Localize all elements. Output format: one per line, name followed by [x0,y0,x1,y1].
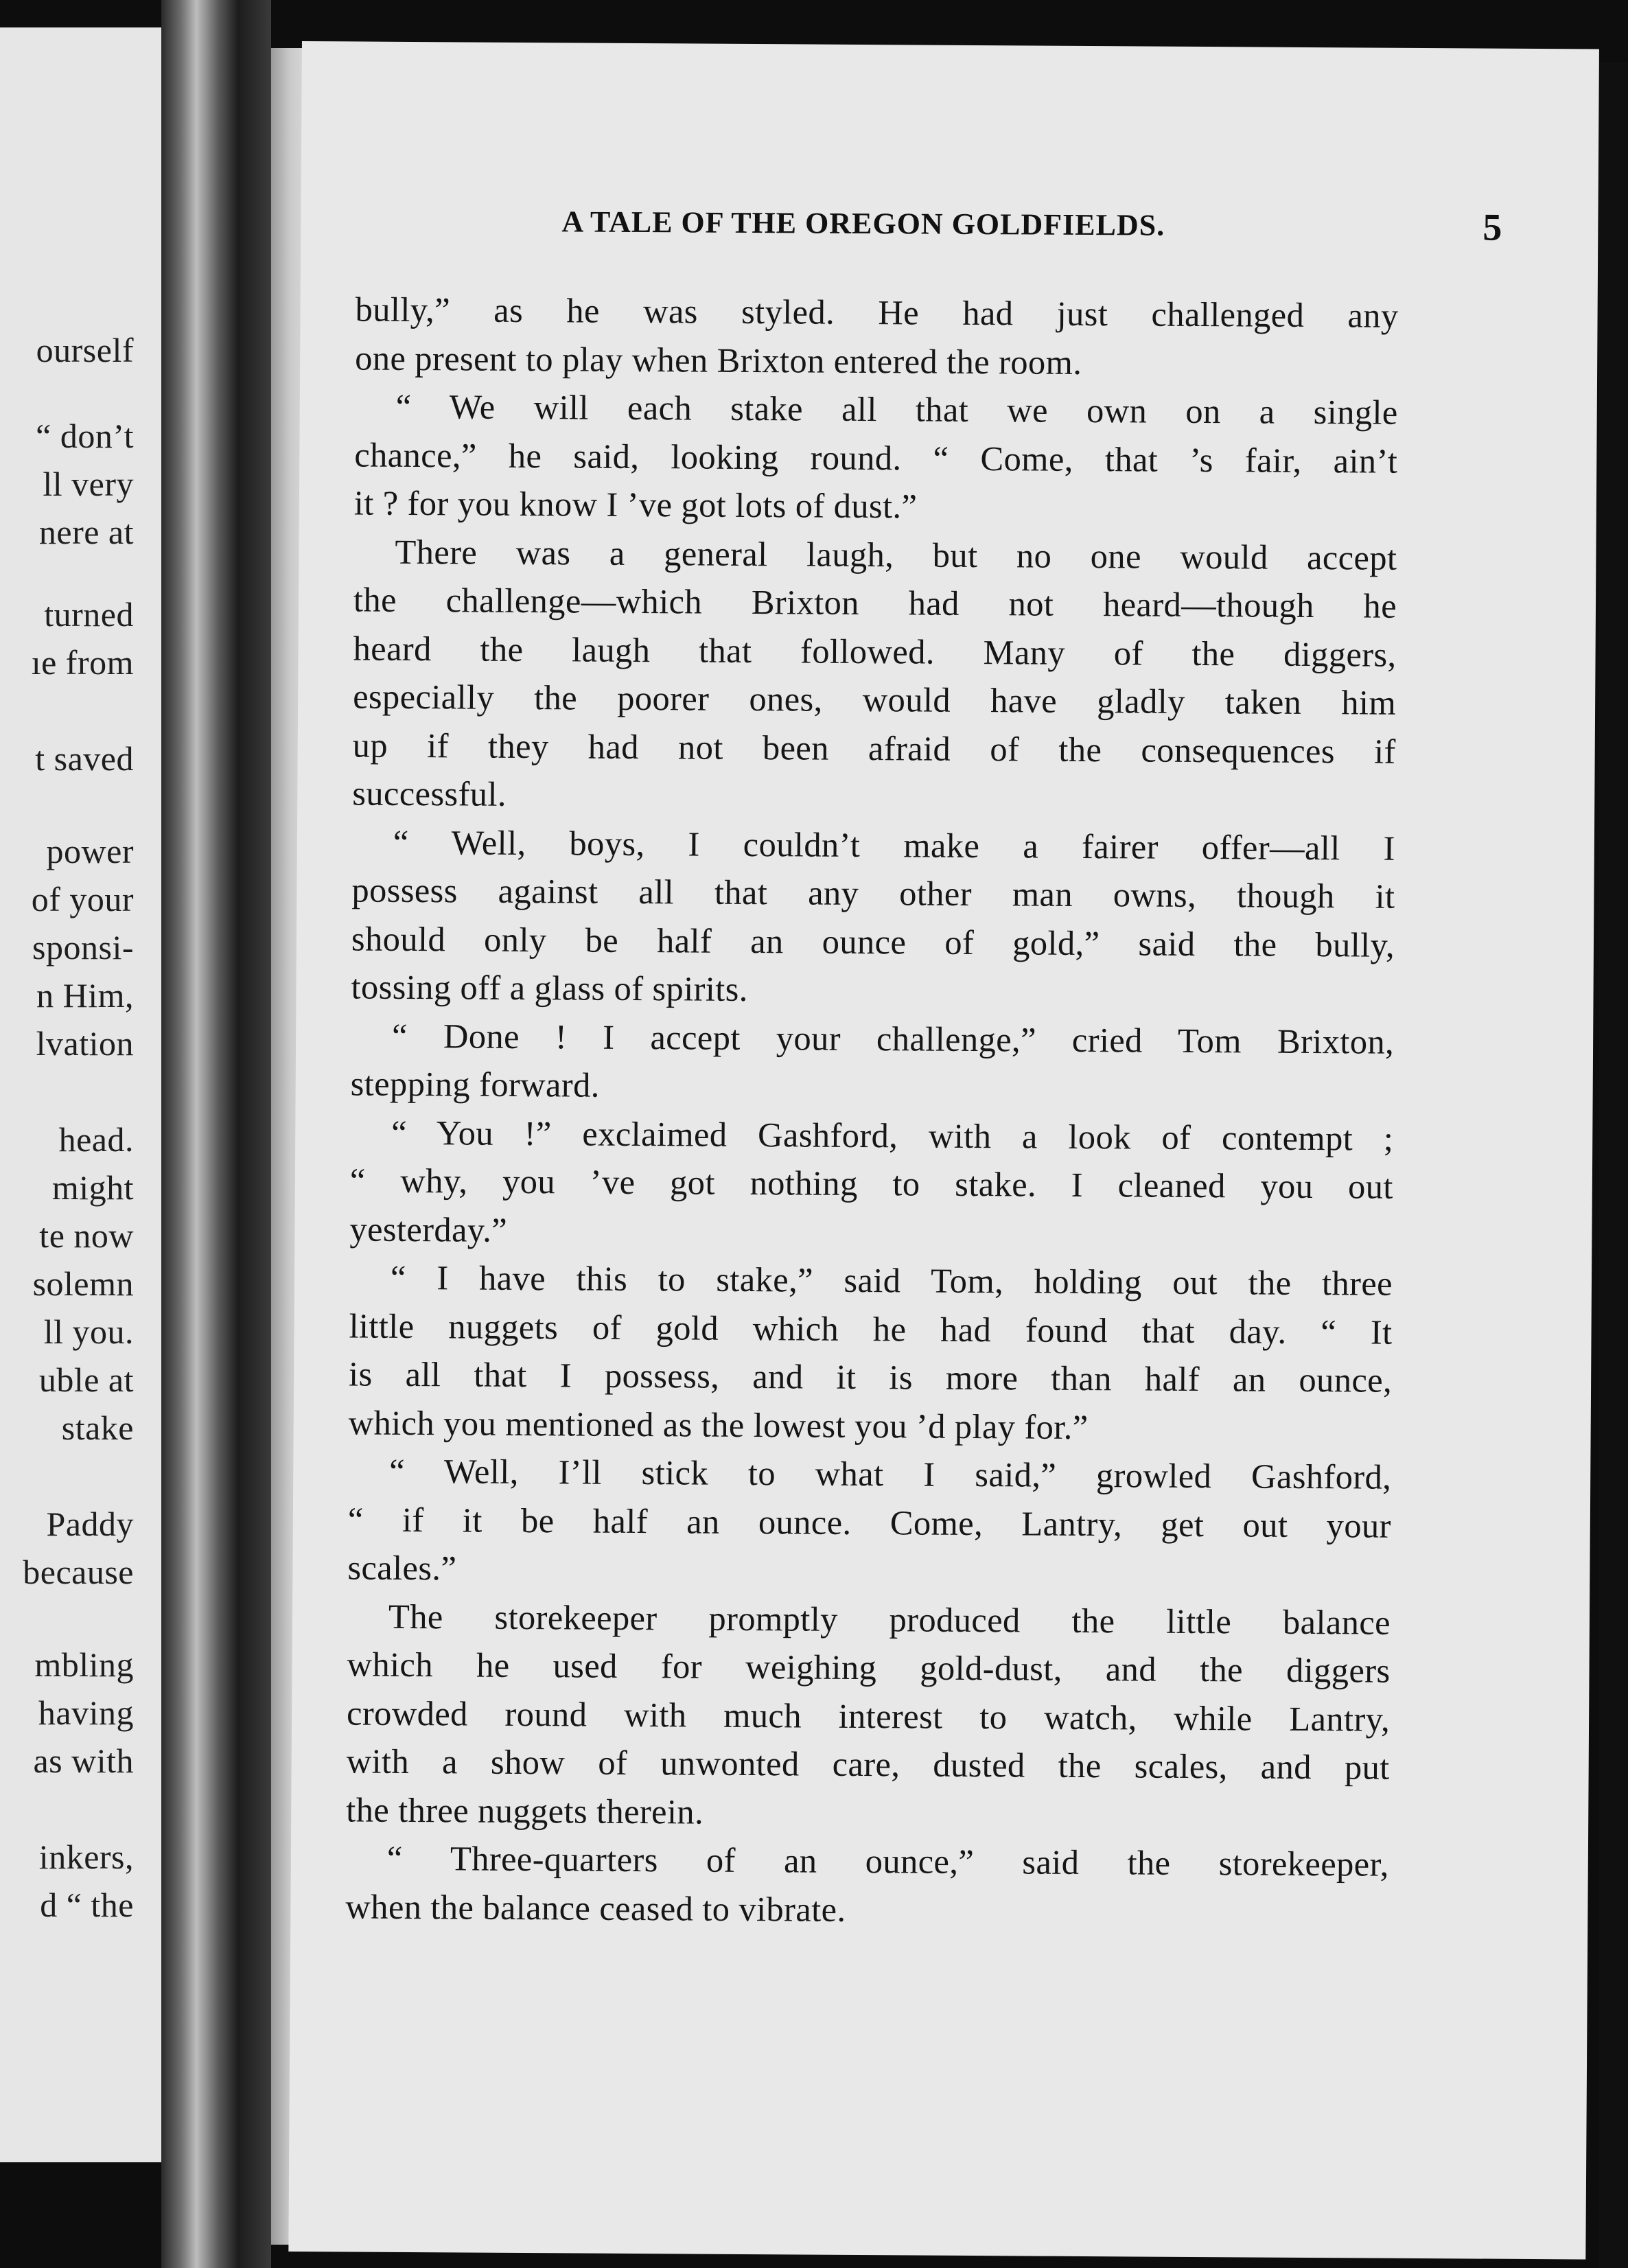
text-line: when the balance ceased to vibrate. [345,1886,846,1929]
text-fragment: ourself [36,331,134,369]
text-line: “ Three-quarters of an ounce,” said the storekeeper, [386,1838,1389,1884]
text-line: There was a general laugh, but no one would accept [395,532,1397,577]
text-fragment: Paddy [46,1505,134,1543]
text-fragment: uble at [38,1361,134,1399]
text-fragment: t saved [35,739,134,778]
text-fragment: te now [39,1216,134,1255]
text-line: with a show of unwonted care, dusted the scales, and put [346,1741,1390,1787]
text-line: is all that I possess, and it is more than half an ounce, [348,1354,1393,1400]
text-line: which you mentioned as the lowest you ’d play for.” [348,1402,1089,1446]
text-fragment: power [46,832,134,870]
text-line: the challenge—which Brixton had not heard—though he [353,580,1397,625]
text-line: heard the laugh that followed. Many of the diggers, [353,628,1397,674]
text-fragment: lvation [36,1024,134,1063]
page-header [561,204,1502,264]
text-fragment: “ don’t [36,417,134,455]
text-fragment: might [51,1168,134,1207]
text-line: chance,” he said, looking round. “ Come, that ’s fair, ain’t [354,435,1398,481]
text-line: crowded round with much interest to watch, while Lantry, [346,1693,1391,1739]
text-line: “ why, you ’ve got nothing to stake. I cleaned you out [349,1161,1394,1206]
text-fragment: sponsi- [32,928,134,967]
page-number: 5 [1482,206,1502,249]
text-line: scales.” [347,1548,457,1588]
text-line: The storekeeper promptly produced the little balance [388,1597,1391,1642]
text-fragment: n Him, [36,976,134,1015]
text-line: “ I have this to stake,” said Tom, holding out the three [390,1258,1393,1303]
previous-page [0,27,161,2162]
text-line: “ Well, I’ll stick to what I said,” growled Gashford, [389,1451,1392,1496]
text-fragment: head. [58,1120,134,1159]
book-gutter [161,0,271,2268]
text-fragment: ll very [43,465,134,503]
text-fragment: inkers, [38,1838,134,1876]
text-fragment: mbling [34,1645,134,1684]
text-fragment: solemn [32,1264,134,1303]
text-line: stepping forward. [350,1064,600,1104]
text-fragment: nere at [38,513,134,551]
text-line: should only be half an ounce of gold,” said the bully, [351,918,1395,964]
text-line: “ Well, boys, I couldn’t make a fairer offer—all I [393,822,1396,868]
text-fragment: of your [31,880,134,918]
text-line: yesterday.” [349,1209,508,1249]
text-line: which he used for weighing gold-dust, and the diggers [347,1645,1391,1690]
text-fragment: as with [33,1741,134,1780]
text-line: “ You !” exclaimed Gashford, with a look of contempt ; [391,1113,1394,1158]
text-fragment: turned [44,595,134,634]
text-line: “ We will each stake all that we own on a single [395,386,1398,432]
text-line: possess against all that any other man owns, though it [351,870,1395,916]
text-line: little nuggets of gold which he had found that day. “ It [349,1306,1393,1352]
text-fragment: ll you. [43,1312,134,1351]
running-title: A TALE OF THE OREGON GOLDFIELDS. [561,205,1165,242]
text-fragment: d “ the [40,1886,134,1924]
text-line: it ? for you know I ’ve got lots of dust.” [353,483,918,526]
text-line: tossing off a glass of spirits. [351,967,748,1008]
book-page [288,41,1599,2259]
body-text [345,285,1399,1936]
text-line: up if they had not been afraid of the consequences if [352,725,1396,771]
text-line: especially the poorer ones, would have gladly taken him [352,677,1397,722]
text-line: bully,” as he was styled. He had just challenged any [355,290,1399,335]
page-edge-shadow [1599,62,1628,2268]
text-line: one present to play when Brixton entered the room. [355,338,1082,382]
text-line: successful. [352,774,507,813]
text-fragment: because [23,1553,134,1591]
text-line: “ Done ! I accept your challenge,” cried Tom Brixton, [391,1016,1395,1061]
text-fragment: stake [61,1409,134,1447]
text-line: the three nuggets therein. [346,1790,704,1831]
text-line: “ if it be half an ounce. Come, Lantry, get out your [347,1499,1391,1545]
text-fragment: ıe from [31,643,134,682]
text-fragment: having [38,1693,134,1732]
